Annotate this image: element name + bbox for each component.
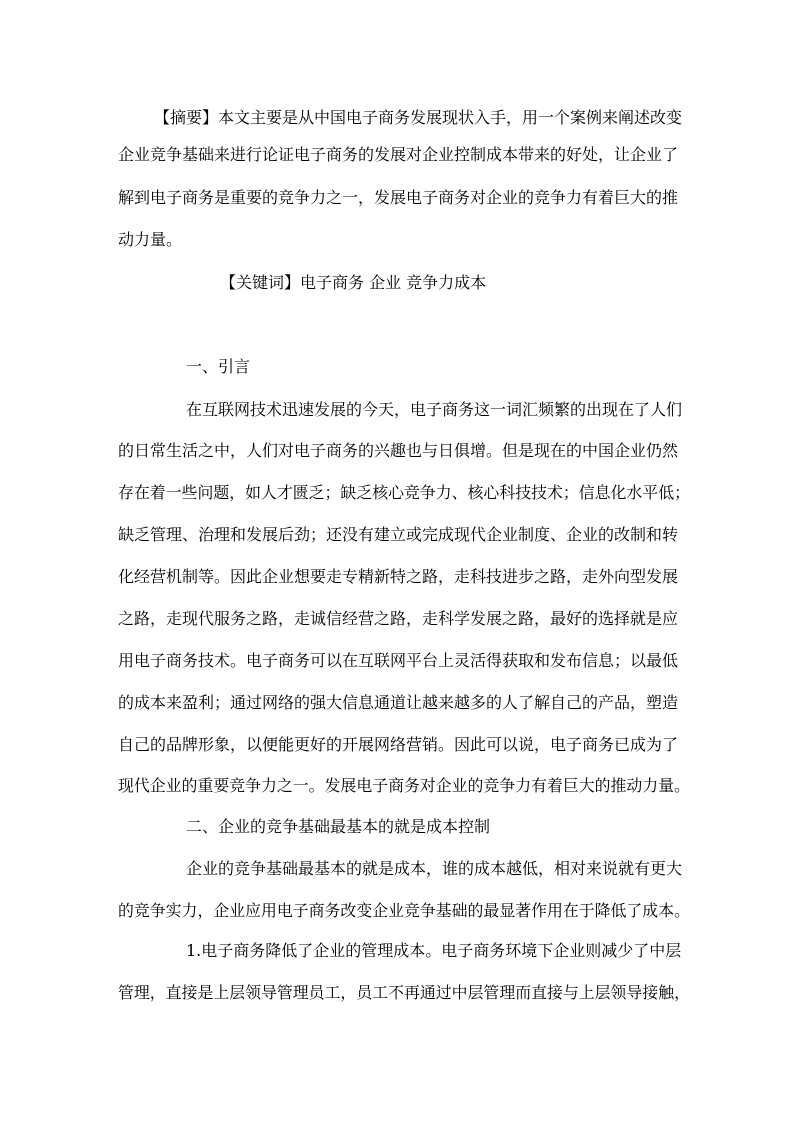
abstract-line: 动力量。 [118, 230, 183, 249]
paragraph-line: 之路，走现代服务之路，走诚信经营之路，走科学发展之路，最好的选择就是应 [118, 609, 679, 628]
paragraph-line: 的日常生活之中，人们对电子商务的兴趣也与日俱增。但是现在的中国企业仍然 [118, 441, 679, 460]
list-item-line: 1.电子商务降低了企业的管理成本。电子商务环境下企业则减少了中层 [186, 941, 682, 960]
section-heading: 二、企业的竞争基础最基本的就是成本控制 [186, 817, 491, 836]
paragraph-line: 的成本来盈利；通过网络的强大信息通道让越来越多的人了解自己的产品，塑造 [118, 693, 679, 712]
abstract-line: 解到电子商务是重要的竞争力之一，发展电子商务对企业的竞争力有着巨大的推 [118, 188, 679, 207]
section-heading: 一、引言 [186, 357, 251, 376]
paragraph-line: 用电子商务技术。电子商务可以在互联网平台上灵活得获取和发布信息；以最低 [118, 651, 679, 670]
paragraph-line: 企业的竞争基础最基本的就是成本，谁的成本越低，相对来说就有更大 [186, 859, 683, 878]
paragraph-line: 自己的品牌形象，以便能更好的开展网络营销。因此可以说，电子商务已成为了 [118, 735, 679, 754]
list-item-line: 管理，直接是上层领导管理员工，员工不再通过中层管理而直接与上层领导接触， [118, 983, 690, 1002]
abstract-line: 企业竞争基础来进行论证电子商务的发展对企业控制成本带来的好处，让企业了 [118, 145, 679, 164]
paragraph-line: 在互联网技术迅速发展的今天，电子商务这一词汇频繁的出现在了人们 [186, 400, 683, 419]
paragraph-line: 现代企业的重要竞争力之一。发展电子商务对企业的竞争力有着巨大的推动力量。 [118, 776, 690, 795]
paragraph-line: 化经营机制等。因此企业想要走专精新特之路，走科技进步之路，走外向型发展 [118, 567, 679, 586]
paragraph-line: 缺乏管理、治理和发展后劲；还没有建立或完成现代企业制度、企业的改制和转 [118, 525, 679, 544]
paragraph-line: 存在着一些问题，如人才匮乏；缺乏核心竞争力、核心科技技术；信息化水平低； [118, 483, 690, 502]
abstract-line: 【摘要】本文主要是从中国电子商务发展现状入手，用一个案例来阐述改变 [154, 108, 683, 127]
paragraph-line: 的竞争实力，企业应用电子商务改变企业竞争基础的最显著作用在于降低了成本。 [118, 901, 690, 920]
keywords-line: 【关键词】电子商务 企业 竞争力成本 [220, 273, 487, 292]
